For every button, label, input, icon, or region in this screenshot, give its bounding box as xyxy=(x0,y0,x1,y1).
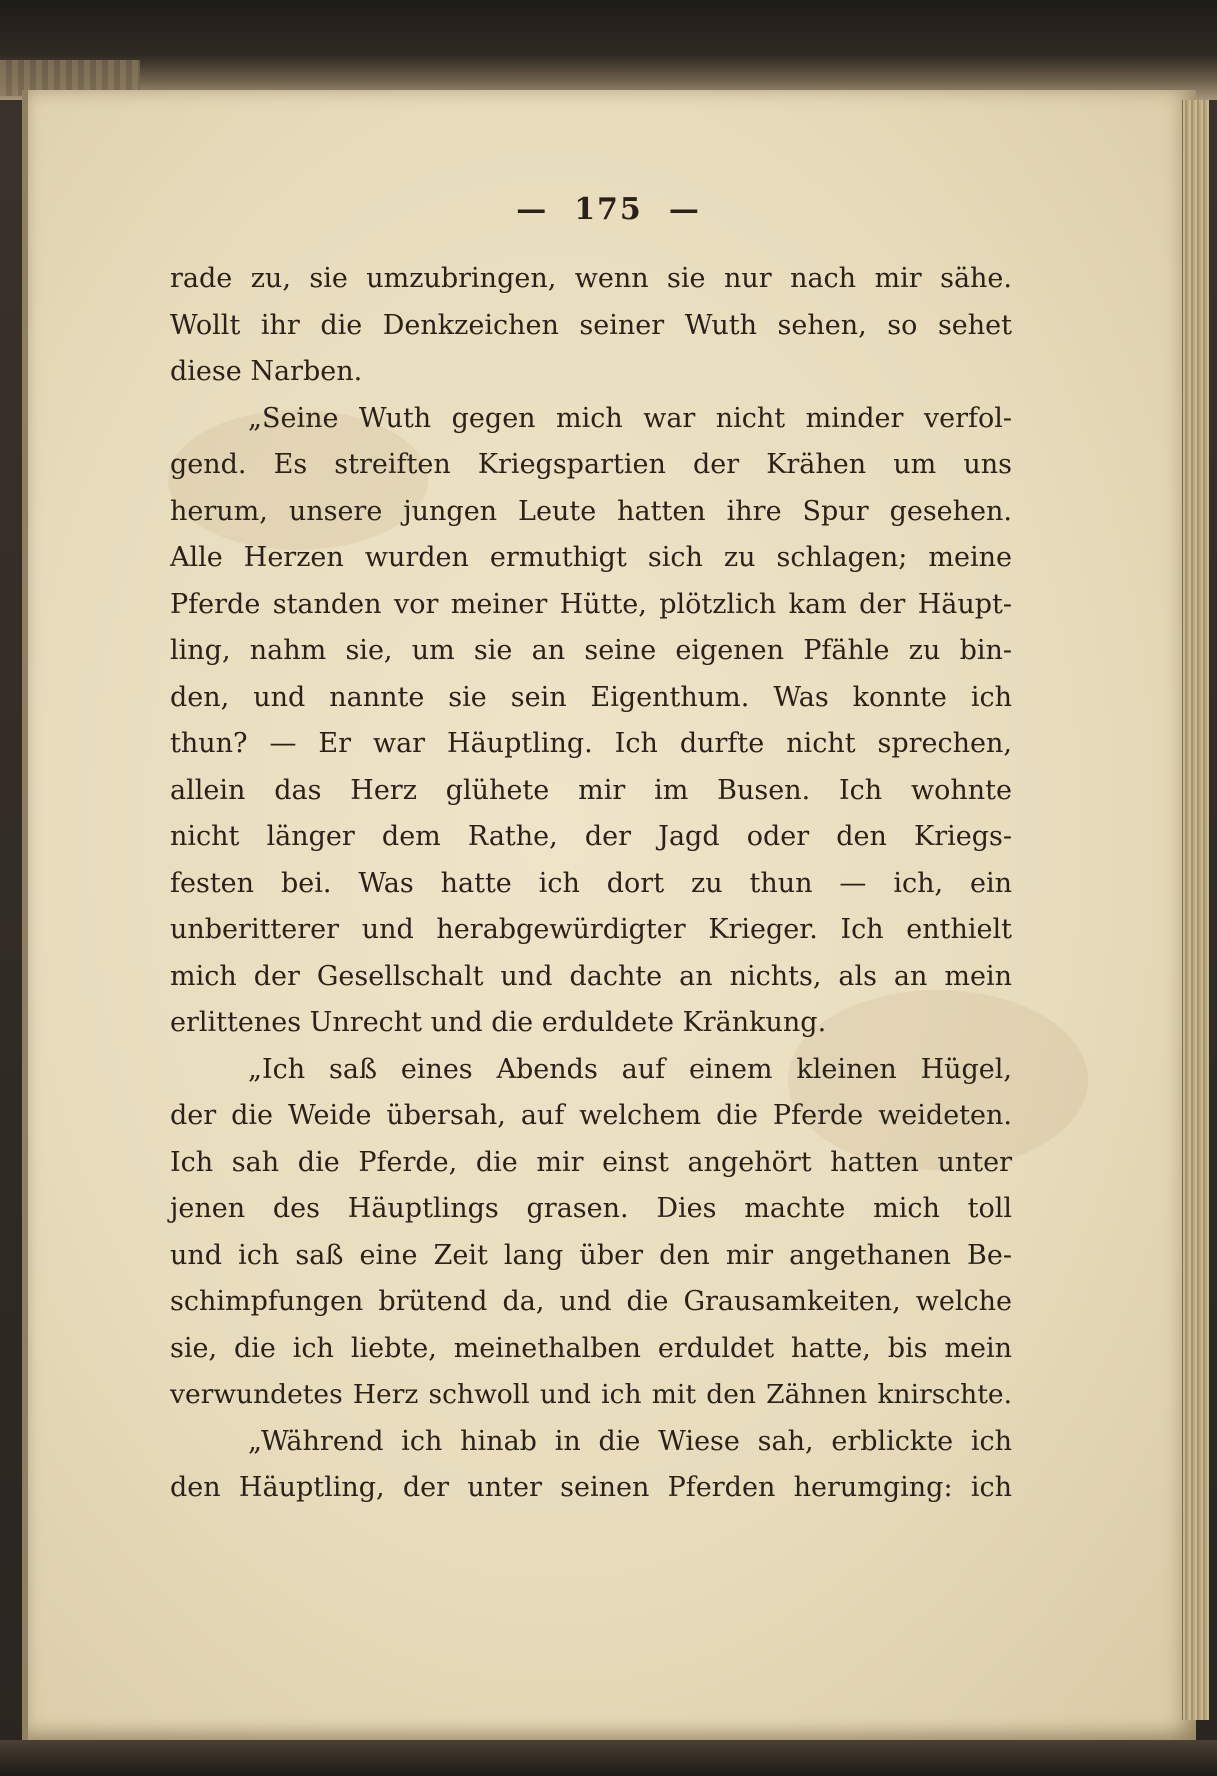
text-line: schimpfungen brütend da, und die Grausamkeiten, welche xyxy=(170,1286,1012,1317)
text-line: rade zu, sie umzubringen, wenn sie nur nach mir sähe. xyxy=(170,263,1012,294)
text-line: herum, unsere jungen Leute hatten ihre Spur gesehen. xyxy=(170,495,1012,527)
text-line: der die Weide übersah, auf welchem die Pferde weideten. xyxy=(170,1100,1012,1131)
text-line: jenen des Häuptlings grasen. Dies machte mich toll xyxy=(170,1193,1012,1224)
header-dash-right: — xyxy=(668,192,701,227)
text-line: „Ich saß eines Abends auf einem kleinen Hügel, xyxy=(248,1053,1012,1085)
book-top-edge xyxy=(0,0,1217,100)
text-line: unberitterer und herabgewürdigter Krieger. Ich enthielt xyxy=(170,914,1012,945)
text-line: „Seine Wuth gegen mich war nicht minder verfol- xyxy=(248,402,1012,434)
page-number: 175 xyxy=(574,192,643,227)
text-line: mich der Gesellschalt und dachte an nichts, als an mein xyxy=(170,960,1012,992)
text-line: Pferde standen vor meiner Hütte, plötzlich kam der Häupt- xyxy=(170,588,1012,620)
text-line: den, und nannte sie sein Eigenthum. Was konnte ich xyxy=(170,681,1012,713)
text-line: erlittenes Unrecht und die erduldete Kränkung. xyxy=(170,1007,827,1038)
text-line: Wollt ihr die Denkzeichen seiner Wuth sehen, so sehet xyxy=(170,309,1012,341)
text-line: nicht länger dem Rathe, der Jagd oder den Kriegs- xyxy=(170,821,1012,852)
text-line: festen bei. Was hatte ich dort zu thun — ich, ein xyxy=(170,867,1012,899)
page-header xyxy=(0,192,1217,227)
text-line: Alle Herzen wurden ermuthigt sich zu schlagen; meine xyxy=(170,542,1012,573)
header-dash-left: — xyxy=(516,192,549,227)
text-line: thun? — Er war Häuptling. Ich durfte nicht sprechen, xyxy=(170,728,1012,759)
text-line: sie, die ich liebte, meinethalben erduldet hatte, bis mein xyxy=(170,1332,1012,1364)
text-line: diese Narben. xyxy=(170,356,363,387)
text-line: „Während ich hinab in die Wiese sah, erblickte ich xyxy=(248,1425,1012,1457)
page-stack-edge xyxy=(1182,100,1209,1720)
body-text xyxy=(170,256,1012,1512)
text-line: ling, nahm sie, um sie an seine eigenen Pfähle zu bin- xyxy=(170,635,1012,666)
text-line: und ich saß eine Zeit lang über den mir angethanen Be- xyxy=(170,1239,1012,1271)
text-line: allein das Herz glühete mir im Busen. Ich wohnte xyxy=(170,774,1012,806)
text-line: den Häuptling, der unter seinen Pferden herumging: ich xyxy=(170,1472,1012,1503)
book-bottom-edge xyxy=(0,1740,1217,1776)
text-line: Ich sah die Pferde, die mir einst angehört hatten unter xyxy=(170,1146,1012,1178)
text-line: gend. Es streiften Kriegspartien der Krähen um uns xyxy=(170,449,1012,480)
text-line: verwundetes Herz schwoll und ich mit den Zähnen knirschte. xyxy=(170,1379,1012,1410)
